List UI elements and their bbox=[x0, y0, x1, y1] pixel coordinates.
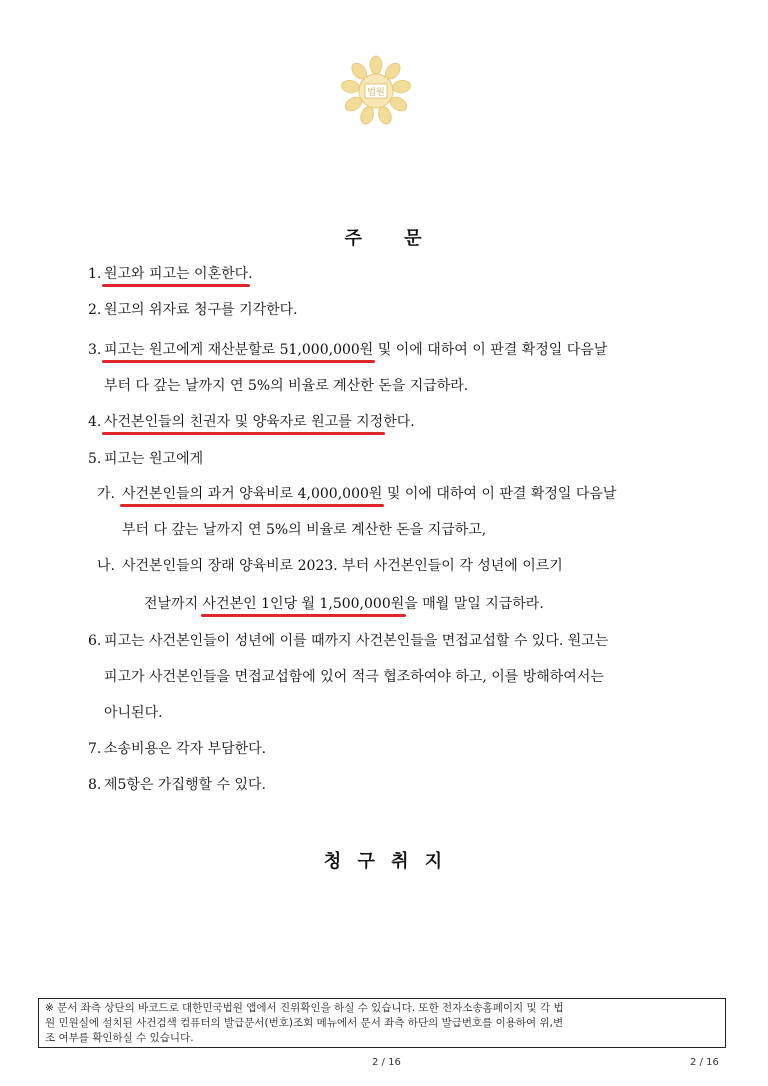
item-number: 5. bbox=[88, 451, 102, 467]
item-number: 나. bbox=[97, 558, 115, 574]
item-text-pre: 전날까지 bbox=[144, 596, 203, 612]
notice-line-2: 원 민원실에 설치된 사건검색 컴퓨터의 발급문서(번호)조회 메뉴에서 문서 좌측 하단의 발급번호를 이용하여 위,변 bbox=[45, 1017, 564, 1029]
item-text bbox=[104, 449, 203, 469]
verification-notice bbox=[38, 998, 726, 1048]
item-text bbox=[104, 300, 298, 320]
item-number: 1. bbox=[88, 266, 102, 282]
item-number: 4. bbox=[88, 414, 102, 430]
item-text-pre: 제5항은 가집행할 수 있다. bbox=[104, 777, 266, 793]
seal-text: 법원 bbox=[367, 88, 385, 98]
item-text-pre: 피고는 원고에게 bbox=[104, 451, 204, 467]
underlined-phrase: 피고는 원고에게 재산분할로 51,000,000원 bbox=[104, 342, 374, 358]
item-text bbox=[122, 520, 486, 540]
order-heading: 주 문 bbox=[344, 228, 424, 249]
page-number-center: 2 / 16 bbox=[372, 1057, 401, 1068]
item-text bbox=[104, 775, 266, 795]
item-text-pre: 사건본인들의 장래 양육비로 2023. 부터 사건본인들이 각 성년에 이르기 bbox=[122, 558, 563, 574]
item-text-pre: 부터 다 갚는 날까지 연 5%의 비율로 계산한 돈을 지급하고, bbox=[122, 522, 487, 538]
item-number: 8. bbox=[88, 777, 102, 793]
item-text bbox=[144, 594, 544, 614]
page-number-right: 2 / 16 bbox=[690, 1057, 719, 1068]
underlined-phrase: 원고와 피고는 이혼한다 bbox=[104, 266, 249, 282]
notice-line-1: ※ 문서 좌측 상단의 바코드로 대한민국법원 앱에서 진위확인을 하실 수 있습니다. 또한 전자소송홈페이지 및 각 법 bbox=[45, 1002, 564, 1014]
item-text-post: 한다. bbox=[383, 414, 415, 430]
item-text-post: 및 이에 대하여 이 판결 확정일 다음날 bbox=[382, 486, 617, 502]
court-seal-icon bbox=[340, 55, 412, 127]
item-text bbox=[104, 340, 607, 360]
item-text bbox=[104, 412, 415, 432]
underlined-phrase: 사건본인들의 친권자 및 양육자로 원고를 지정 bbox=[104, 414, 384, 430]
item-number: 2. bbox=[88, 302, 102, 318]
item-text-pre: 피고는 사건본인들이 성년에 이를 때까지 사건본인들을 면접교섭할 수 있다. 원고는 bbox=[104, 633, 609, 649]
item-text bbox=[104, 376, 468, 396]
underlined-phrase: 사건본인들의 과거 양육비로 4,000,000원 bbox=[122, 486, 383, 502]
item-text bbox=[122, 484, 616, 504]
item-number: 3. bbox=[88, 342, 102, 358]
item-text-pre: 원고의 위자료 청구를 기각한다. bbox=[104, 302, 298, 318]
item-text-pre: 소송비용은 각자 부담한다. bbox=[104, 741, 267, 757]
item-text-post: 을 매월 말일 지급하라. bbox=[404, 596, 544, 612]
item-text bbox=[122, 556, 563, 576]
item-text bbox=[104, 264, 253, 284]
item-text-pre: 아니된다. bbox=[104, 705, 163, 721]
underlined-phrase: 사건본인 1인당 월 1,500,000원 bbox=[202, 596, 405, 612]
item-number: 7. bbox=[88, 741, 102, 757]
item-text bbox=[104, 631, 608, 651]
item-text-pre: 피고가 사건본인들을 면접교섭함에 있어 적극 협조하여야 하고, 이를 방해하여서는 bbox=[104, 669, 604, 685]
item-number: 가. bbox=[97, 486, 115, 502]
item-text-pre: 부터 다 갚는 날까지 연 5%의 비율로 계산한 돈을 지급하라. bbox=[104, 378, 469, 394]
item-number: 6. bbox=[88, 633, 102, 649]
item-text bbox=[104, 703, 163, 723]
item-text-post: . bbox=[248, 266, 253, 282]
item-text bbox=[104, 667, 604, 687]
claim-heading: 청 구 취 지 bbox=[323, 851, 445, 872]
item-text-post: 및 이에 대하여 이 판결 확정일 다음날 bbox=[373, 342, 608, 358]
notice-line-3: 조 여부를 확인하실 수 있습니다. bbox=[45, 1032, 194, 1044]
item-text bbox=[104, 739, 266, 759]
